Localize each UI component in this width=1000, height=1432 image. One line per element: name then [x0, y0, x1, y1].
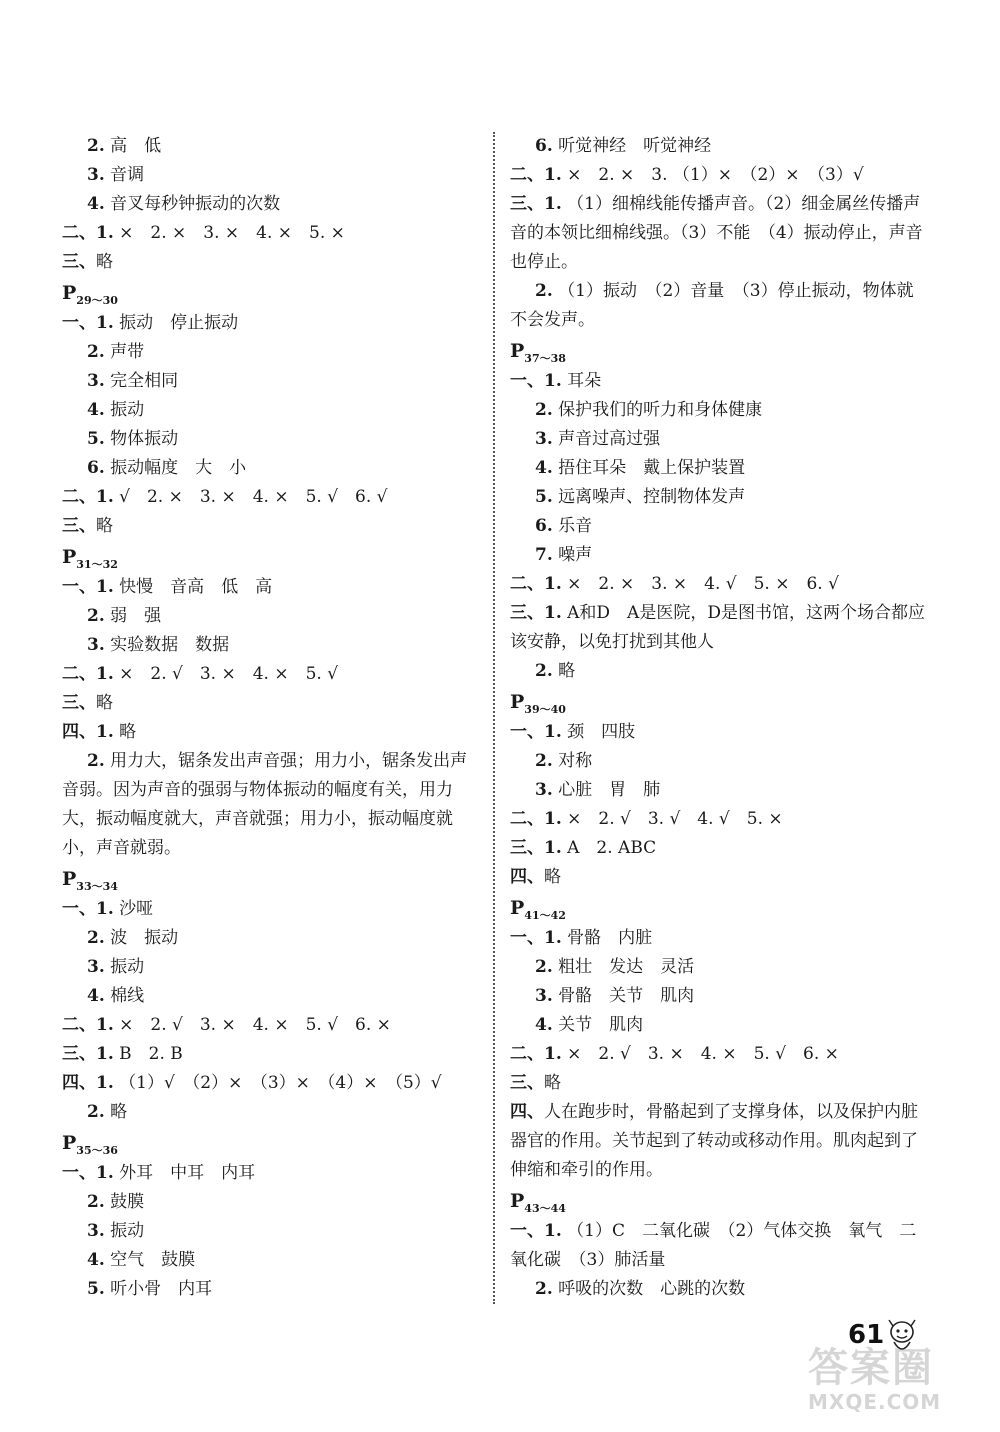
answer-text: 略 [544, 1073, 561, 1093]
answer-label: 3. [535, 429, 553, 449]
answer-label: 4. [87, 986, 105, 1006]
answer-text: 颈 四肢 [561, 722, 636, 742]
answer-label: 3. [535, 780, 553, 800]
answer-label: 二、1. [510, 809, 562, 829]
answer-line [510, 805, 930, 834]
answer-column-right [510, 132, 930, 1304]
answer-text: 略 [96, 516, 113, 536]
answer-line [510, 953, 930, 982]
page-number: 61 [848, 1320, 885, 1350]
answer-line [62, 132, 482, 161]
answer-text: 实验数据 数据 [104, 635, 230, 655]
answer-label: 一、1. [62, 899, 114, 919]
section-heading-range: 33～34 [76, 879, 118, 893]
answer-text: 听小骨 内耳 [104, 1279, 213, 1299]
answer-text: 音调 [104, 165, 145, 185]
section-heading-prefix: P [510, 897, 525, 919]
answer-text: 噪声 [552, 545, 593, 565]
answer-line [510, 1069, 930, 1098]
answer-label: 2. [87, 1192, 105, 1212]
answer-line [510, 190, 930, 277]
answer-text: A 2. ABC [561, 838, 657, 858]
answer-text: 振动 停止振动 [113, 313, 239, 333]
answer-text: 鼓膜 [104, 1192, 145, 1212]
section-heading-range: 43～44 [524, 1201, 566, 1215]
answer-label: 四、 [510, 1102, 544, 1122]
watermark-cn: 答案圈 [808, 1345, 934, 1391]
answer-line [510, 277, 930, 335]
answer-line [62, 367, 482, 396]
answer-line [510, 747, 930, 776]
answer-text: √ 2. × 3. × 4. × 5. √ 6. √ [113, 487, 388, 507]
answer-column-left [62, 132, 482, 1304]
answer-line [510, 776, 930, 805]
answer-label: 四、1. [62, 722, 114, 742]
section-heading-prefix: P [510, 691, 525, 713]
section-heading-range: 41～42 [524, 908, 566, 922]
answer-text: 呼吸的次数 心跳的次数 [552, 1279, 746, 1299]
answer-text: 振动 [104, 1221, 145, 1241]
answer-text: 粗壮 发达 灵活 [552, 957, 695, 977]
section-heading [510, 686, 930, 718]
answer-label: 4. [535, 1015, 553, 1035]
answer-line [62, 396, 482, 425]
answer-line [62, 1069, 482, 1098]
answer-label: 4. [87, 194, 105, 214]
answer-line [62, 483, 482, 512]
answer-text: × 2. × 3. × 4. × 5. × [113, 223, 345, 243]
answer-line [62, 602, 482, 631]
answer-text: A和D A是医院，D是图书馆，这两个场合都应该安静，以免打扰到其他人 [510, 603, 925, 652]
section-heading-prefix: P [62, 868, 77, 890]
answer-line [62, 425, 482, 454]
answer-text: 心脏 胃 肺 [552, 780, 661, 800]
answer-label: 三、 [510, 1073, 544, 1093]
answer-text: 棉线 [104, 986, 145, 1006]
section-heading-prefix: P [510, 340, 525, 362]
answer-label: 二、1. [510, 1044, 562, 1064]
answer-label: 5. [87, 429, 105, 449]
answer-text: 音叉每秒钟振动的次数 [104, 194, 281, 214]
answer-line [62, 1217, 482, 1246]
answer-label: 二、1. [510, 165, 562, 185]
answer-text: 略 [113, 722, 137, 742]
answer-text: × 2. × 3. × 4. √ 5. × 6. √ [561, 574, 839, 594]
answer-text: 略 [552, 661, 576, 681]
section-heading [510, 892, 930, 924]
section-heading [510, 1185, 930, 1217]
watermark-en: MXQE.COM [808, 1390, 942, 1414]
answer-line [510, 1040, 930, 1069]
answer-text: 听觉神经 听觉神经 [552, 136, 712, 156]
answer-text: 保护我们的听力和身体健康 [552, 400, 763, 420]
answer-label: 一、1. [510, 1221, 562, 1241]
answer-line [62, 982, 482, 1011]
answer-text: 人在跑步时，骨骼起到了支撑身体，以及保护内脏器官的作用。关节起到了转动或移动作用。肌肉起到了伸缩和牵引的作用。 [510, 1102, 918, 1180]
answer-label: 四、1. [62, 1073, 114, 1093]
answer-line [510, 425, 930, 454]
answer-line [62, 1098, 482, 1127]
answer-label: 三、1. [510, 603, 562, 623]
answer-line [510, 863, 930, 892]
answer-line [62, 248, 482, 277]
answer-text: 波 振动 [104, 928, 179, 948]
answer-line [62, 1246, 482, 1275]
answer-text: 对称 [552, 751, 593, 771]
section-heading-prefix: P [62, 1132, 77, 1154]
section-heading-range: 35～36 [76, 1143, 118, 1157]
answer-text: 弱 强 [104, 606, 162, 626]
answer-text: 快慢 音高 低 高 [113, 577, 273, 597]
answer-text: 略 [96, 252, 113, 272]
section-heading [62, 541, 482, 573]
answer-line [62, 161, 482, 190]
answer-line [62, 689, 482, 718]
answer-text: 用力大，锯条发出声音强；用力小，锯条发出声音弱。因为声音的强弱与物体振动的幅度有关，用力大，振动幅度就大，声音就强；用力小，振动幅度就小，声音就弱。 [62, 751, 468, 858]
answer-text: 略 [104, 1102, 128, 1122]
answer-label: 二、1. [62, 487, 114, 507]
answer-line [62, 631, 482, 660]
answer-line [510, 367, 930, 396]
answer-line [510, 570, 930, 599]
answer-text: （1）振动 （2）音量 （3）停止振动，物体就不会发声。 [510, 281, 914, 330]
answer-line [62, 924, 482, 953]
answer-label: 3. [87, 1221, 105, 1241]
answer-text: 完全相同 [104, 371, 179, 391]
answer-label: 3. [87, 371, 105, 391]
answer-label: 三、 [62, 252, 96, 272]
answer-label: 4. [87, 1250, 105, 1270]
watermark-logo [808, 1346, 996, 1428]
answer-text: 高 低 [104, 136, 162, 156]
answer-label: 4. [535, 458, 553, 478]
answer-label: 3. [87, 165, 105, 185]
answer-text: 外耳 中耳 内耳 [113, 1163, 256, 1183]
section-heading-range: 37～38 [524, 351, 566, 365]
answer-text: 乐音 [552, 516, 593, 536]
answer-line [62, 660, 482, 689]
section-heading [510, 335, 930, 367]
answer-line [62, 573, 482, 602]
answer-line [510, 396, 930, 425]
answer-label: 一、1. [62, 1163, 114, 1183]
answer-text: 声音过高过强 [552, 429, 661, 449]
answer-label: 一、1. [510, 371, 562, 391]
answer-line [510, 483, 930, 512]
answer-line [62, 1188, 482, 1217]
section-heading-range: 29～30 [76, 293, 118, 307]
answer-text: 振动 [104, 957, 145, 977]
answer-label: 2. [87, 751, 105, 771]
answer-text: 骨骼 内脏 [561, 928, 653, 948]
answer-line [62, 747, 482, 863]
section-heading [62, 863, 482, 895]
answer-label: 一、1. [62, 577, 114, 597]
column-divider [493, 132, 495, 1304]
answer-label: 三、1. [510, 194, 562, 214]
answer-label: 三、 [62, 516, 96, 536]
answer-label: 三、1. [510, 838, 562, 858]
answer-text: B 2. B [113, 1044, 183, 1064]
answer-text: 空气 鼓膜 [104, 1250, 196, 1270]
answer-line [510, 1275, 930, 1304]
answer-label: 6. [535, 516, 553, 536]
answer-line [62, 338, 482, 367]
answer-text: 耳朵 [561, 371, 602, 391]
answer-label: 2. [535, 661, 553, 681]
answer-label: 一、1. [62, 313, 114, 333]
answer-text: 关节 肌肉 [552, 1015, 644, 1035]
answer-line [62, 512, 482, 541]
section-heading-prefix: P [62, 282, 77, 304]
answer-label: 2. [87, 928, 105, 948]
answer-label: 2. [87, 606, 105, 626]
answer-text: × 2. √ 3. × 4. × 5. √ 6. × [113, 1015, 391, 1035]
answer-line [62, 190, 482, 219]
answer-line [510, 834, 930, 863]
answer-label: 2. [535, 1279, 553, 1299]
answer-text: × 2. √ 3. × 4. × 5. √ 6. × [561, 1044, 839, 1064]
answer-text: 略 [544, 867, 561, 887]
answer-line [510, 512, 930, 541]
answer-label: 2. [535, 281, 553, 301]
answer-text: （1）C 二氧化碳 （2）气体交换 氧气 二氧化碳 （3）肺活量 [510, 1221, 917, 1270]
answer-text: × 2. √ 3. √ 4. √ 5. × [561, 809, 783, 829]
answer-text: 骨骼 关节 肌肉 [552, 986, 695, 1006]
answer-line [510, 1217, 930, 1275]
answer-label: 3. [535, 986, 553, 1006]
answer-text: 振动 [104, 400, 145, 420]
answer-text: × 2. × 3. （1）× （2）× （3）√ [561, 165, 864, 185]
answer-line [510, 1098, 930, 1185]
answer-label: 一、1. [510, 722, 562, 742]
answer-text: 物体振动 [104, 429, 179, 449]
section-heading-prefix: P [510, 1190, 525, 1212]
answer-line [62, 1011, 482, 1040]
answer-label: 5. [535, 487, 553, 507]
answer-label: 7. [535, 545, 553, 565]
answer-label: 6. [87, 458, 105, 478]
section-heading-range: 39～40 [524, 702, 566, 716]
answer-text: （1）细棉线能传播声音。（2）细金属丝传播声音的本领比细棉线强。（3）不能 （4）振动停止，声音也停止。 [510, 194, 923, 272]
answer-label: 二、1. [62, 223, 114, 243]
answer-label: 2. [87, 342, 105, 362]
answer-line [62, 219, 482, 248]
answer-line [510, 161, 930, 190]
answer-text: 远离噪声、控制物体发声 [552, 487, 746, 507]
answer-text: × 2. √ 3. × 4. × 5. √ [113, 664, 339, 684]
section-heading-prefix: P [62, 546, 77, 568]
answer-label: 二、1. [510, 574, 562, 594]
section-heading [62, 1127, 482, 1159]
answer-line [62, 1040, 482, 1069]
answer-line [510, 132, 930, 161]
answer-label: 三、 [62, 693, 96, 713]
answer-label: 二、1. [62, 1015, 114, 1035]
answer-line [510, 599, 930, 657]
answer-label: 2. [87, 1102, 105, 1122]
answer-label: 一、1. [510, 928, 562, 948]
section-heading [62, 277, 482, 309]
answer-line [62, 895, 482, 924]
answer-label: 6. [535, 136, 553, 156]
answer-text: 振动幅度 大 小 [104, 458, 247, 478]
answer-line [510, 982, 930, 1011]
answer-label: 二、1. [62, 664, 114, 684]
answer-text: 沙哑 [113, 899, 154, 919]
answer-line [510, 718, 930, 747]
answer-label: 4. [87, 400, 105, 420]
answer-text: （1）√ （2）× （3）× （4）× （5）√ [113, 1073, 442, 1093]
answer-label: 3. [87, 635, 105, 655]
answer-text: 捂住耳朵 戴上保护装置 [552, 458, 746, 478]
answer-label: 2. [535, 957, 553, 977]
answer-line [510, 1011, 930, 1040]
answer-line [510, 541, 930, 570]
answer-line [510, 924, 930, 953]
answer-line [62, 718, 482, 747]
section-heading-range: 31～32 [76, 557, 118, 571]
answer-label: 5. [87, 1279, 105, 1299]
answer-line [62, 309, 482, 338]
answer-line [62, 953, 482, 982]
answer-line [510, 454, 930, 483]
answer-label: 2. [87, 136, 105, 156]
answer-line [62, 454, 482, 483]
answer-line [510, 657, 930, 686]
answer-text: 声带 [104, 342, 145, 362]
answer-line [62, 1275, 482, 1304]
answer-label: 2. [535, 751, 553, 771]
answer-text: 略 [96, 693, 113, 713]
answer-label: 3. [87, 957, 105, 977]
answer-label: 三、1. [62, 1044, 114, 1064]
answer-line [62, 1159, 482, 1188]
answer-label: 2. [535, 400, 553, 420]
answer-label: 四、 [510, 867, 544, 887]
